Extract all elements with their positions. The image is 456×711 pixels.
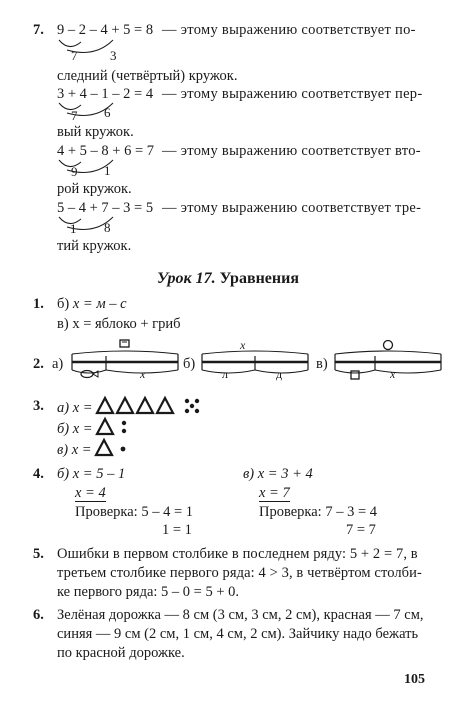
task4-b-check2: 1 = 1: [162, 522, 192, 538]
task4-v-check: Проверка: 7 – 3 = 4: [259, 504, 378, 520]
task2-diagram-b: [200, 340, 310, 380]
task7-cont-1: следний (четвёртый) кружок.: [57, 68, 238, 84]
task7-sub-1a: 7: [71, 48, 78, 63]
task7-brackets-1: [55, 38, 135, 60]
task2-a-x: x: [140, 367, 146, 381]
task7-sub-2b: 6: [104, 105, 111, 120]
page-number: 105: [404, 672, 425, 687]
dots-icon: [184, 397, 200, 414]
task3-v-label: в) x =: [57, 442, 92, 458]
task7-brackets-4: [55, 215, 135, 237]
task3-v: [57, 439, 127, 459]
task4-b-line1: б) x = 5 – 1: [57, 466, 126, 482]
task2-label-a: а): [52, 356, 64, 372]
task7-number: 7.: [33, 22, 44, 38]
task7-brackets-2: [55, 101, 135, 123]
task2-diagram-a: [70, 340, 180, 380]
task3-number: 3.: [33, 398, 44, 414]
task6-line-3: по красной дорожке.: [57, 645, 185, 661]
task5-line-2: третьем столбике первого ряда: 4 > 3, в четвёртом столби-: [57, 565, 422, 581]
triangle-icon: [96, 397, 180, 414]
task7-cont-3: рой кружок.: [57, 181, 132, 197]
task2-diagram-v: [333, 340, 443, 380]
task3-b: [57, 418, 128, 438]
task2-b-l: л: [222, 367, 228, 381]
task4-v-line1: в) x = 3 + 4: [243, 466, 313, 482]
task7-sub-4a: 1: [70, 221, 77, 236]
task6-line-2: синяя — 9 см (2 см, 1 см, 4 см, 2 см). Зайчику надо бежать: [57, 626, 419, 642]
task5-line-3: ке первого ряда: 5 – 0 = 5 + 0.: [57, 584, 240, 600]
task7-text-3: — этому выражению соответствует вто-: [162, 143, 421, 159]
task7-sub-3a: 9: [71, 164, 78, 179]
task4-v-line2: x = 7: [259, 485, 290, 501]
task2-number: 2.: [33, 356, 44, 372]
lesson-title-name: Уравнения: [219, 270, 299, 287]
task2-label-v: в): [316, 356, 328, 372]
task7-text-4: — этому выражению соответствует тре-: [162, 200, 422, 216]
task6-number: 6.: [33, 607, 44, 623]
task4-v-check2: 7 = 7: [346, 522, 376, 538]
task7-brackets-3: [55, 158, 135, 180]
lesson-title: [0, 270, 456, 288]
task3-a: [57, 397, 200, 417]
task1-v-expr: x = яблоко + гриб: [72, 316, 181, 332]
task1-b-prefix: б): [57, 296, 70, 312]
task7-sub-2a: 7: [71, 108, 78, 123]
task7-sub-4b: 8: [104, 220, 111, 235]
task1-b-expr: x = м – с: [72, 296, 127, 312]
task3-a-label: а) x =: [57, 400, 93, 416]
task3-b-label: б) x =: [57, 421, 93, 437]
task7-expr-1: 9 – 2 – 4 + 5 = 8: [57, 22, 154, 38]
task1-b: [57, 296, 127, 313]
task2-b-x: x: [240, 338, 246, 352]
task7-sub-3b: 1: [104, 163, 111, 178]
task2-label-b: б): [183, 356, 196, 372]
task5-number: 5.: [33, 546, 44, 562]
task7-text-1: — этому выражению соответствует по-: [162, 22, 416, 38]
task1-v: [57, 316, 180, 333]
dot-icon: [119, 439, 127, 456]
triangle-icon: [96, 418, 116, 435]
task1-v-prefix: в): [57, 316, 69, 332]
task7-cont-2: вый кружок.: [57, 124, 134, 140]
task2-v-x: x: [390, 367, 396, 381]
task7-cont-4: тий кружок.: [57, 238, 132, 254]
task6-line-1: Зелёная дорожка — 8 см (3 см, 3 см, 2 см), красная — 7 см,: [57, 607, 424, 623]
triangle-icon: [95, 439, 115, 456]
task4-b-check: Проверка: 5 – 4 = 1: [75, 504, 194, 520]
task7-text-2: — этому выражению соответствует пер-: [162, 86, 423, 102]
task7-expr-3: 4 + 5 – 8 + 6 = 7: [57, 143, 155, 159]
task4-number: 4.: [33, 466, 44, 482]
task7-expr-4: 5 – 4 + 7 – 3 = 5: [57, 200, 154, 216]
task7-sub-1b: 3: [110, 48, 117, 63]
lesson-title-number: Урок 17.: [157, 270, 216, 287]
task5-line-1: Ошибки в первом столбике в последнем ряду: 5 + 2 = 7, в: [57, 546, 418, 562]
task7-expr-2: 3 + 4 – 1 – 2 = 4: [57, 86, 154, 102]
task2-b-d: д: [276, 367, 283, 381]
task4-b-line2: x = 4: [75, 485, 106, 501]
task1-number: 1.: [33, 296, 44, 312]
dots-icon: [120, 418, 128, 435]
